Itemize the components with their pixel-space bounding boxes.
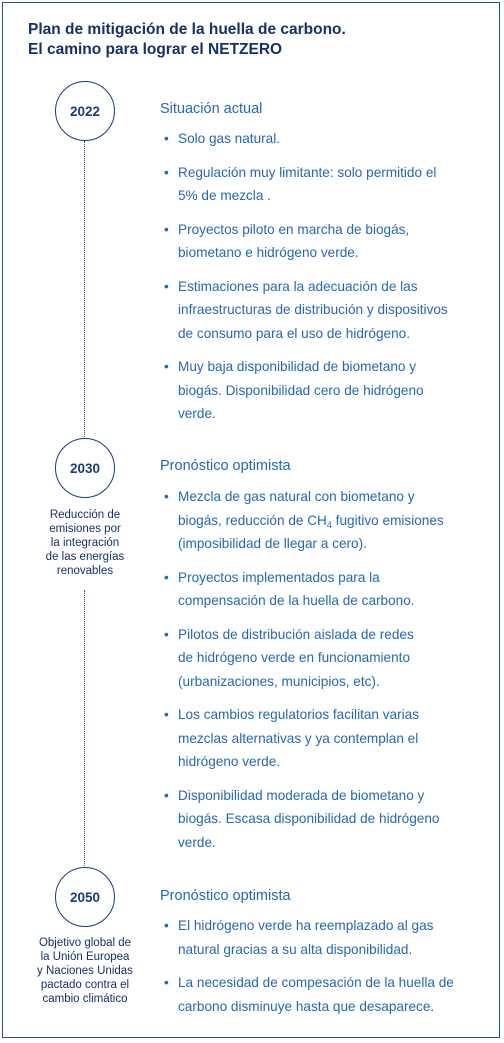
list-item: • Los cambios regulatorios facilitan varias mezclas alternativas y ya contemplan el hidrógeno verde. (162, 703, 492, 774)
list-item: • Proyectos piloto en marcha de biogás, biometano e hidrógeno verde. (162, 218, 492, 265)
page-title (28, 20, 488, 60)
year-label: 2022 (69, 103, 101, 119)
list-item: • Muy baja disponibilidad de biometano y biogás. Disponibilidad cero de hidrógeno verde. (162, 355, 492, 426)
side-note-2030: Reducción de emisiones por la integración de las energías renovables (45, 509, 125, 577)
list-item: • Disponibilidad moderada de biometano y biogás. Escasa disponibilidad de hidrógeno verde. (162, 784, 492, 855)
title-line-2: El camino para lograr el NETZERO (28, 41, 283, 58)
year-circle-2050 (55, 867, 115, 927)
timeline-connector-2 (84, 590, 85, 868)
list-item: • La necesidad de compesación de la huella de carbono disminuye hasta que desaparece. (162, 971, 492, 1018)
title-line-1: Plan de mitigación de la huella de carbono. (28, 21, 346, 38)
list-item: • Estimaciones para la adecuación de las infraestructuras de distribución y dispositivos de consumo para el uso de hidrógeno. (162, 275, 492, 346)
year-circle-2022 (55, 81, 115, 141)
year-label: 2030 (69, 460, 101, 476)
year-label: 2050 (69, 889, 101, 905)
list-item: • Solo gas natural. (162, 127, 492, 151)
section-heading-2022: Situación actual (160, 101, 263, 117)
timeline-connector-1 (84, 141, 85, 455)
ch4-line: biogás, reducción de $CH_4$ fugitivo emisiones (178, 512, 444, 530)
bullet-list-2030 (162, 485, 492, 864)
list-item: • Mezcla de gas natural con biometano y biogás, reducción de $CH_4$ fugitivo emisiones (imposibilidad de llegar a cero). (162, 485, 492, 556)
bullet-list-2022 (162, 127, 492, 436)
section-heading-2050: Pronóstico optimista (160, 888, 291, 904)
list-item: • Regulación muy limitante: solo permitido el 5% de mezcla . (162, 161, 492, 208)
year-circle-2030 (55, 438, 115, 498)
list-item: • Pilotos de distribución aislada de redes de hidrógeno verde en funcionamiento (urbanizaciones, municipios, etc). (162, 623, 492, 694)
side-note-2050: Objetivo global de la Unión Europea y Naciones Unidas pactado contra el cambio climático (37, 937, 133, 1005)
list-item: • El hidrógeno verde ha reemplazado al gas natural gracias a su alta disponibilidad. (162, 914, 492, 961)
section-heading-2030: Pronóstico optimista (160, 458, 291, 474)
bullet-list-2050 (162, 914, 492, 1028)
list-item: • Proyectos implementados para la compensación de la huella de carbono. (162, 566, 492, 613)
